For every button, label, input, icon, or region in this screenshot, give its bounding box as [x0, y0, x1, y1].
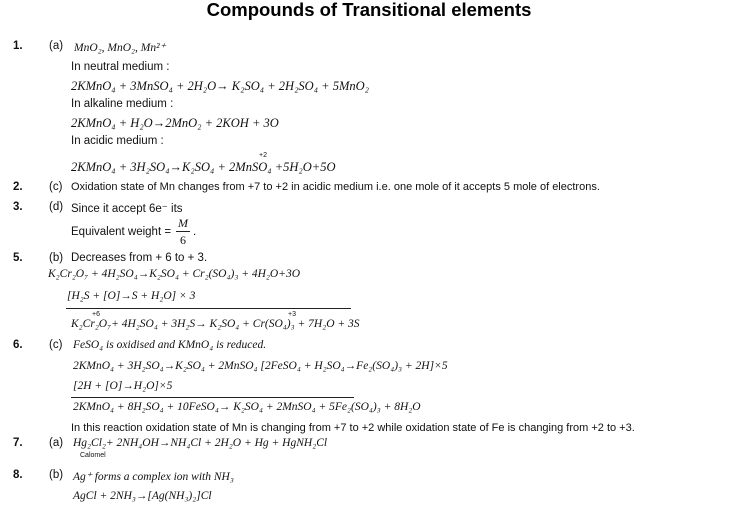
fraction-bar [176, 231, 190, 232]
oxidation-state-label: +2 [259, 152, 267, 159]
sum-line [71, 397, 354, 398]
answer-text: Ag⁺ forms a complex ion with NH₃ [73, 471, 234, 483]
answer-option: (c) [49, 339, 63, 351]
reaction-equation-1: 2KMnO₄ + 3H₂SO₄→K₂SO₄ + 2MnSO₄ [2FeSO₄ + H₂SO₄→Fe₂(SO₄)₃ + 2H]×5 [73, 360, 448, 372]
question-number: 3. [13, 201, 23, 213]
answer-option: (a) [49, 40, 64, 52]
sum-line [66, 308, 351, 309]
answer-option: (d) [49, 201, 64, 213]
period: . [193, 226, 197, 238]
question-number: 5. [13, 252, 23, 264]
alkaline-medium-equation: 2KMnO₄ + H₂O→2MnO₂ + 2KOH + 3O [71, 116, 279, 130]
reaction-equation-2: [2H + [O]→H₂O]×5 [73, 380, 173, 392]
neutral-medium-heading: In neutral medium : [71, 61, 170, 73]
answer-option: (b) [49, 469, 64, 481]
question-number: 6. [13, 339, 23, 351]
answer-text: Decreases from + 6 to + 3. [71, 252, 208, 264]
reaction-equation: Hg₂Cl₂+ 2NH₄OH→NH₄Cl + 2H₂O + Hg + HgNH₂Cl [73, 437, 328, 449]
reaction-equation-2: [H₂S + [O]→S + H₂O] × 3 [67, 290, 196, 302]
explanation-note: In this reaction oxidation state of Mn is changing from +7 to +2 while oxidation state of Fe is changing from +2 to +3. [71, 422, 635, 434]
fraction-numerator: M [178, 216, 188, 230]
answer-option: (a) [49, 437, 64, 449]
acidic-medium-heading: In acidic medium : [71, 135, 164, 147]
neutral-medium-equation: 2KMnO₄ + 3MnSO₄ + 2H₂O→ K₂SO₄ + 2H₂SO₄ + 5MnO₂ [71, 79, 370, 93]
answer-option: (c) [49, 181, 63, 193]
reaction-equation: AgCl + 2NH₃→[Ag(NH₃)₂]Cl [73, 490, 212, 502]
acidic-medium-equation: 2KMnO₄ + 3H₂SO₄→K₂SO₄ + 2MnSO₄ +5H₂O+5O [71, 160, 336, 174]
question-number: 1. [13, 40, 23, 52]
net-reaction-equation: K₂Cr₂O₇+ 4H₂SO₄ + 3H₂S→ K₂SO₄ + Cr(SO₄)₃ + 7H₂O + 3S [71, 318, 360, 330]
oxidation-state-label: +6 [92, 311, 100, 318]
answer-text: Oxidation state of Mn changes from +7 to +2 in acidic medium i.e. one mole of it accepts 5 mole of electrons. [71, 181, 600, 193]
calomel-label: Calomel [80, 452, 106, 459]
answer-text: Since it accept 6e⁻ its [71, 203, 183, 215]
answer-text: FeSO₄ is oxidised and KMnO₄ is reduced. [73, 339, 267, 351]
oxidation-state-label: +3 [288, 311, 296, 318]
answer-option: (b) [49, 252, 64, 264]
question-number: 8. [13, 469, 23, 481]
alkaline-medium-heading: In alkaline medium : [71, 98, 174, 110]
question-number: 2. [13, 181, 23, 193]
question-number: 7. [13, 437, 23, 449]
answer-text: MnO₂, MnO₂, Mn²⁺ [74, 42, 166, 54]
net-reaction-equation: 2KMnO₄ + 8H₂SO₄ + 10FeSO₄→ K₂SO₄ + 2MnSO₄ + 5Fe₂(SO₄)₃ + 8H₂O [73, 401, 421, 413]
reaction-equation-1: K₂Cr₂O₇ + 4H₂SO₄→K₂SO₄ + Cr₂(SO₄)₃ + 4H₂O+3O [48, 268, 301, 280]
page-title: Compounds of Transitional elements [206, 0, 532, 20]
fraction-denominator: 6 [180, 233, 186, 247]
equivalent-weight-label: Equivalent weight = [71, 226, 172, 238]
